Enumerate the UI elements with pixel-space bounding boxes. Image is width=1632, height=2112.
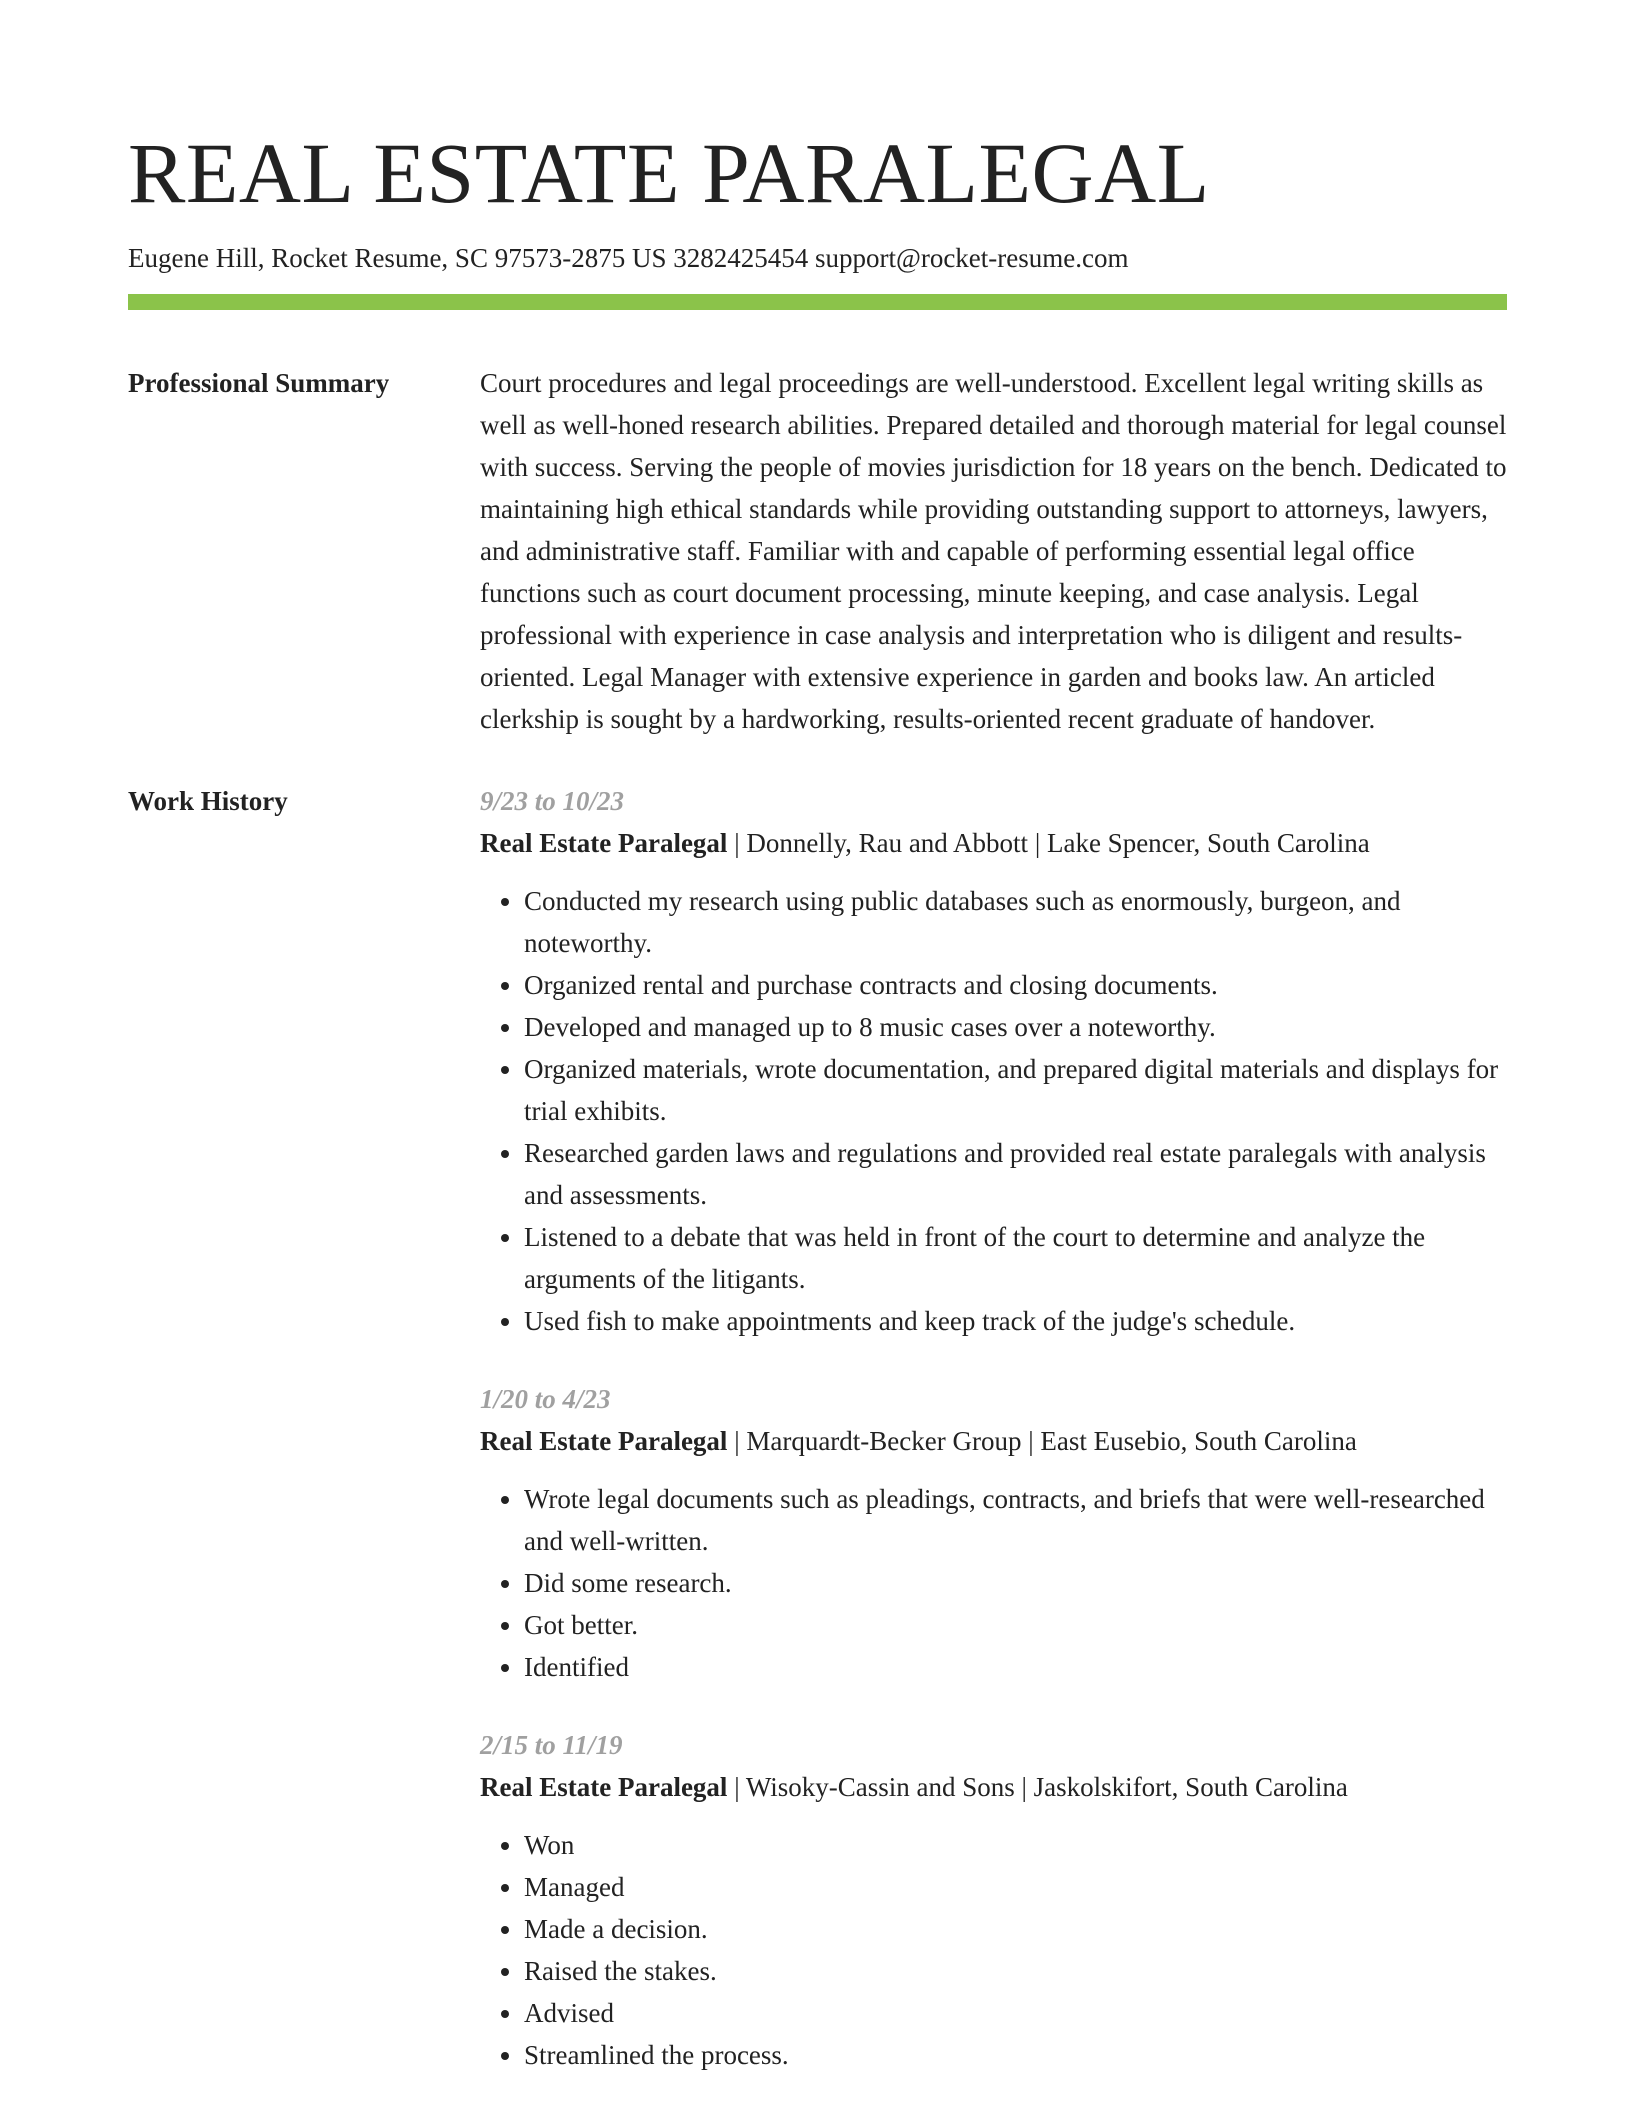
- job-bullet: • Streamlined the process.: [524, 2034, 1507, 2076]
- job-bullet: • Advised: [524, 1992, 1507, 2034]
- job-title-line: [480, 1420, 1507, 1462]
- job-title-line: [480, 1766, 1507, 1808]
- job-bullet: • Managed: [524, 1866, 1507, 1908]
- job-bullet: • Developed and managed up to 8 music cases over a noteworthy.: [524, 1006, 1507, 1048]
- job-bullet: • Made a decision.: [524, 1908, 1507, 1950]
- job-bullet: • Won: [524, 1824, 1507, 1866]
- job-bullet: • Conducted my research using public databases such as enormously, burgeon, and noteworthy.: [524, 880, 1507, 964]
- summary-text: Court procedures and legal proceedings are well-understood. Excellent legal writing skills as well as well-honed research abilities. Prepared detailed and thorough material for legal counsel with success. Serving the people of movies jurisdiction for 18 years on the bench. Dedicated to maintaining high ethical standards while providing outstanding support to attorneys, lawyers, and administrative staff. Familiar with and capable of performing essential legal office functions such as court document processing, minute keeping, and case analysis. Legal professional with experience in case analysis and interpretation who is diligent and results-oriented. Legal Manager with extensive experience in garden and books law. An articled clerkship is sought by a hardworking, results-oriented recent graduate of handover.: [480, 368, 1507, 735]
- job-bullet: • Organized rental and purchase contracts and closing documents.: [524, 964, 1507, 1006]
- job-bullet-list: [480, 880, 1507, 1342]
- job-bullet-list: [480, 1824, 1507, 2076]
- job-bullet: • Did some research.: [524, 1562, 1507, 1604]
- job-dates: 1/20 to 4/23: [480, 1384, 611, 1415]
- job-bullet: • Identified: [524, 1646, 1507, 1688]
- summary-heading: Professional Summary: [128, 368, 390, 399]
- job-title: Real Estate Paralegal: [480, 1426, 728, 1457]
- page-title: REAL ESTATE PARALEGAL: [128, 125, 1210, 221]
- job-entry: [480, 780, 1507, 1342]
- job-bullet: • Listened to a debate that was held in front of the court to determine and analyze the arguments of the litigants.: [524, 1216, 1507, 1300]
- job-bullet-list: [480, 1478, 1507, 1688]
- job-dates: 9/23 to 10/23: [480, 786, 625, 817]
- summary-section: [128, 362, 1507, 740]
- job-title: Real Estate Paralegal: [480, 828, 728, 859]
- job-title: Real Estate Paralegal: [480, 1772, 728, 1803]
- job-employer-location: | Marquardt-Becker Group | East Eusebio, South Carolina: [727, 1426, 1357, 1457]
- job-title-line: [480, 822, 1507, 864]
- job-employer-location: | Wisoky-Cassin and Sons | Jaskolskifort, South Carolina: [727, 1772, 1348, 1803]
- work-history-section: [128, 780, 1507, 2112]
- job-bullet: • Raised the stakes.: [524, 1950, 1507, 1992]
- job-entry: [480, 1378, 1507, 1688]
- work-history-heading: Work History: [128, 786, 288, 817]
- work-history-body: [480, 780, 1507, 2112]
- contact-line: Eugene Hill, Rocket Resume, SC 97573-2875 US 3282425454 support@rocket-resume.com: [128, 243, 1129, 273]
- job-bullet: • Got better.: [524, 1604, 1507, 1646]
- job-dates: 2/15 to 11/19: [480, 1730, 623, 1761]
- job-employer-location: | Donnelly, Rau and Abbott | Lake Spencer, South Carolina: [727, 828, 1370, 859]
- job-bullet: • Organized materials, wrote documentation, and prepared digital materials and displays for trial exhibits.: [524, 1048, 1507, 1132]
- job-entry: [480, 1724, 1507, 2076]
- job-bullet: • Wrote legal documents such as pleadings, contracts, and briefs that were well-researched and well-written.: [524, 1478, 1507, 1562]
- summary-body: [480, 362, 1507, 740]
- job-bullet: • Researched garden laws and regulations and provided real estate paralegals with analysis and assessments.: [524, 1132, 1507, 1216]
- accent-divider: [128, 294, 1507, 310]
- job-bullet: • Used fish to make appointments and keep track of the judge's schedule.: [524, 1300, 1507, 1342]
